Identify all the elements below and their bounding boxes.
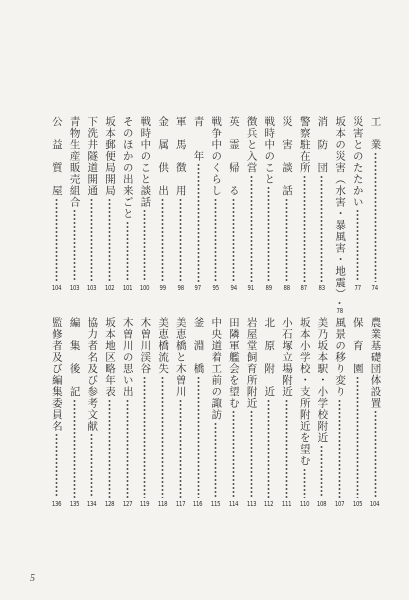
toc-entry-page: 135	[69, 500, 79, 508]
toc-entry-page: 103	[69, 284, 79, 292]
leader-dots	[338, 301, 341, 305]
toc-entry-title: 小石塚立場附近	[281, 317, 293, 398]
toc-entry	[279, 317, 295, 508]
toc-entry-page: 108	[317, 500, 327, 508]
toc-entry-title: 公 益 質 屋	[50, 116, 63, 197]
toc-entry	[296, 116, 312, 292]
leader-dots	[197, 163, 200, 282]
leader-dots	[55, 198, 58, 283]
toc-entry	[119, 317, 135, 508]
toc-entry-page: 136	[51, 500, 62, 508]
toc-entry-title: 釜 淵 橋	[192, 317, 205, 375]
toc-entry	[208, 116, 224, 292]
toc-entry	[332, 317, 348, 508]
toc-entry	[190, 116, 206, 292]
toc-entry-page: 102	[104, 284, 115, 292]
toc-entry-title: 災害とのたたかい	[351, 116, 364, 208]
toc-entry-page: 111	[281, 500, 292, 508]
leader-dots	[232, 410, 235, 498]
toc-entry	[48, 317, 64, 508]
leader-dots	[108, 399, 111, 499]
toc-entry-page: 101	[122, 284, 132, 292]
leader-dots	[320, 175, 323, 283]
leader-dots	[232, 198, 235, 283]
toc-entry-title: 青物生産販売組合	[68, 116, 81, 208]
toc-entry-page: 112	[264, 500, 274, 508]
toc-entry	[155, 116, 171, 292]
toc-entry-page: 128	[104, 500, 115, 508]
toc-entry-page: 94	[230, 284, 237, 292]
toc-entry	[84, 317, 100, 508]
toc-entry-title: 坂本小学校・支所附近を望む	[298, 317, 311, 467]
toc-entry-page: 115	[210, 500, 221, 508]
page-number: 5	[30, 573, 35, 584]
toc-entry-title: 徴兵と入営	[245, 116, 258, 174]
toc-entry-title: 下洗井隧道開通	[86, 116, 99, 197]
toc-entry-title: 協力者名及び参考文献	[86, 317, 99, 432]
toc-entry	[367, 116, 383, 292]
toc-entry-page: 118	[157, 500, 168, 508]
toc-entry-title: 坂本郵便局開局	[104, 116, 116, 197]
toc-entry-title: 工 業	[369, 116, 382, 151]
leader-dots	[374, 410, 377, 498]
leader-dots	[161, 198, 164, 283]
toc-entry-page: 91	[247, 284, 255, 292]
leader-dots	[320, 445, 323, 499]
leader-dots	[267, 399, 270, 499]
toc-entry-title: 中央道着工前の諏訪	[210, 317, 223, 421]
leader-dots	[108, 198, 111, 283]
leader-dots	[143, 376, 146, 499]
toc-entry-page: 104	[370, 500, 380, 508]
toc-entry	[102, 317, 118, 508]
toc-entry-page: 107	[334, 500, 345, 508]
toc-entry	[279, 116, 295, 292]
toc-entry	[243, 116, 259, 292]
toc-entry-page: 100	[140, 284, 150, 292]
toc-entry	[261, 317, 277, 508]
toc-entry	[243, 317, 259, 508]
leader-dots	[197, 376, 200, 499]
toc-entry-page: 99	[159, 284, 166, 292]
toc-entry-page: 98	[177, 284, 184, 292]
toc-entry	[225, 317, 241, 508]
toc-entry-title: 美乃坂本駅・小学校附近	[316, 317, 329, 444]
toc-entry-title: 警察駐在所	[298, 116, 311, 174]
toc-entry-title: 美恵橋と木曽川	[174, 317, 187, 398]
toc-entry	[137, 317, 153, 508]
toc-entry-page: 95	[212, 284, 219, 292]
toc-entry-title: 坂本地区略年表	[104, 317, 116, 398]
leader-dots	[285, 399, 288, 499]
toc-entry-page: 78	[336, 307, 343, 315]
toc-entry	[102, 116, 118, 292]
leader-dots	[356, 209, 359, 282]
toc-entry-page: 87	[301, 284, 308, 292]
toc-entry-title: 戦争中のくらし	[210, 116, 223, 197]
toc-entry-title: 金 属 供 出	[157, 116, 170, 197]
toc-entry-page: 127	[122, 500, 132, 508]
toc-entry-title: 木曽川の思い出	[121, 317, 134, 398]
toc-entry	[119, 116, 135, 292]
leader-dots	[214, 422, 217, 499]
leader-dots	[126, 221, 129, 283]
toc-entry-title: 美恵橋流失	[157, 317, 170, 375]
leader-dots	[179, 198, 182, 283]
toc-entry	[190, 317, 206, 508]
leader-dots	[90, 198, 93, 283]
toc-entry-page: 105	[352, 500, 363, 508]
toc-entry-title: そのほかの出来ごと	[121, 116, 134, 220]
toc-entry-page: 113	[246, 500, 256, 508]
toc-entry-title: 英 霊 帰 る	[227, 116, 240, 197]
leader-dots	[143, 209, 146, 282]
leader-dots	[285, 198, 288, 283]
leader-dots	[55, 433, 58, 498]
toc-entry	[332, 116, 348, 315]
toc-entry	[66, 116, 82, 292]
toc-entry-page: 114	[228, 500, 239, 508]
toc-entry-page: 74	[371, 284, 379, 292]
toc-entry-page: 117	[175, 500, 186, 508]
toc-entry	[314, 116, 330, 292]
leader-dots	[338, 399, 341, 499]
toc-entry-page: 119	[140, 500, 150, 508]
leader-dots	[179, 399, 182, 499]
toc-entry-title: 農業基礎団体設置	[369, 317, 382, 409]
leader-dots	[267, 186, 270, 282]
toc-entry-title: 編 集 後 記	[68, 317, 81, 398]
toc-entry-page: 97	[194, 284, 202, 292]
toc-entry-title: 災 害 談 話	[281, 116, 293, 197]
toc-entry-page: 134	[87, 500, 97, 508]
toc-entry-page: 103	[87, 284, 97, 292]
leader-dots	[374, 152, 377, 283]
leader-dots	[303, 175, 306, 283]
toc-entry-title: 保 育 園	[351, 317, 364, 375]
toc-entry-page: 110	[299, 500, 309, 508]
toc-entry	[367, 317, 383, 508]
toc-entry-title: 田隣軍艦会を望む	[227, 317, 240, 409]
toc-entry-page: 83	[318, 284, 326, 292]
leader-dots	[73, 399, 76, 499]
toc-entry	[48, 116, 64, 292]
toc-entry	[84, 116, 100, 292]
toc-entry	[261, 116, 277, 292]
toc-entry-title: 風景の移り変り	[334, 317, 347, 398]
toc-entry-page: 77	[354, 284, 361, 292]
toc-entry-page: 104	[51, 284, 62, 292]
toc-entry-title: 戦時中のこと	[263, 116, 276, 185]
toc-entry-title: 北 原 附 近	[263, 317, 276, 398]
toc-entry	[66, 317, 82, 508]
toc-entry-title: 監修者及び編集委員名	[50, 317, 63, 432]
toc-entry-title: 岩屋堂飼育所附近	[245, 317, 258, 409]
toc-entry-title: 木曽川渓谷	[139, 317, 152, 375]
toc-entry-title: 青 年	[192, 116, 205, 162]
toc-entry-title: 坂本の災害（水害・暴風害・地震）	[334, 116, 347, 300]
toc-entry-page: 89	[265, 284, 272, 292]
toc-entry-page: 116	[193, 500, 203, 508]
toc-entry-title: 消 防 団	[316, 116, 329, 174]
toc-entry	[349, 116, 365, 292]
leader-dots	[356, 376, 359, 499]
toc-entry	[208, 317, 224, 508]
leader-dots	[126, 399, 129, 499]
toc-entry	[225, 116, 241, 292]
leader-dots	[161, 376, 164, 499]
toc-entry	[137, 116, 153, 292]
toc-entry-title: 軍 馬 徴 用	[174, 116, 187, 197]
leader-dots	[303, 468, 306, 499]
toc-entry	[296, 317, 312, 508]
toc-entry-page: 88	[283, 284, 290, 292]
toc-entry	[349, 317, 365, 508]
toc-entry-title: 戦時中のこと談話	[139, 116, 152, 208]
toc-entry	[172, 317, 188, 508]
toc-entry	[172, 116, 188, 292]
leader-dots	[250, 175, 253, 283]
toc-entry	[155, 317, 171, 508]
toc-entry	[314, 317, 330, 508]
leader-dots	[90, 433, 93, 498]
leader-dots	[214, 198, 217, 283]
leader-dots	[73, 209, 76, 282]
leader-dots	[250, 410, 253, 498]
